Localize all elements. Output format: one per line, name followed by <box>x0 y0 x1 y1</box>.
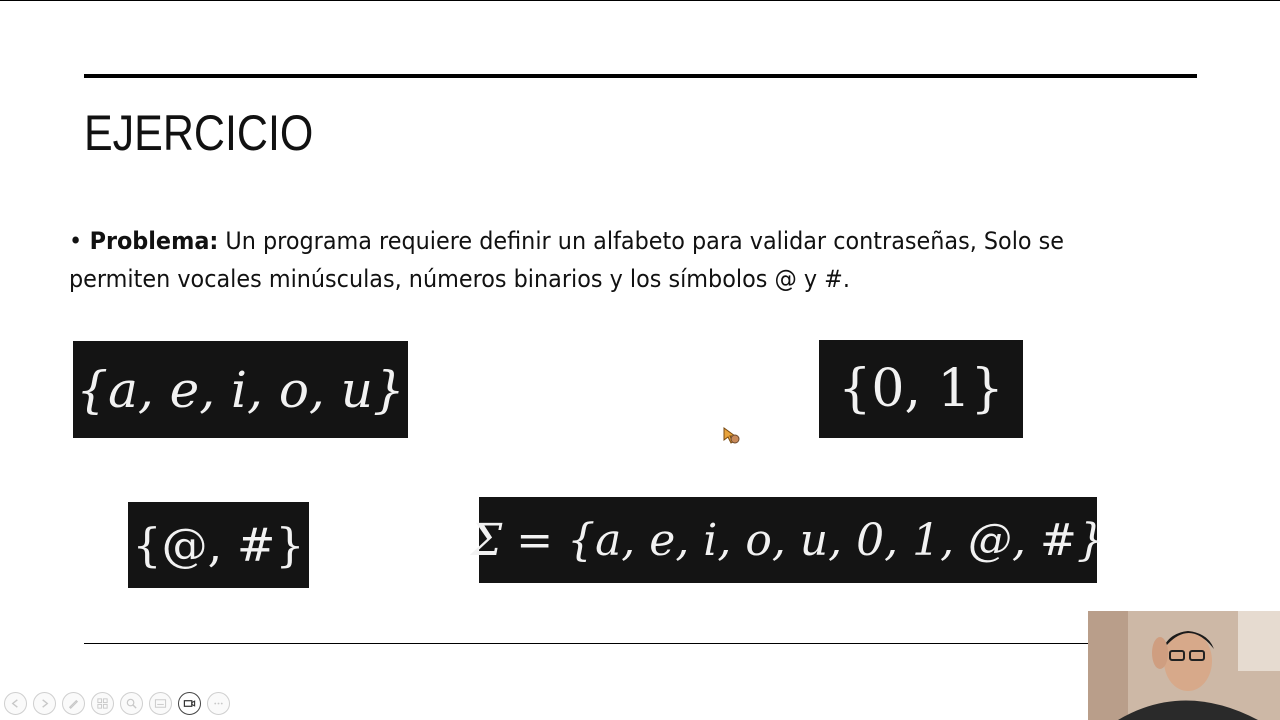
more-options-button[interactable] <box>207 692 230 715</box>
alphabet-set-image <box>471 497 1105 583</box>
bullet: • <box>69 227 83 255</box>
camera-icon <box>183 697 196 710</box>
pen-icon <box>67 697 80 710</box>
zoom-icon <box>125 697 138 710</box>
previous-icon <box>9 697 22 710</box>
symbols-set: {@, #} <box>132 518 305 572</box>
previous-button[interactable] <box>4 692 27 715</box>
symbols-set-image <box>128 502 309 588</box>
presenter-toolbar <box>4 692 230 715</box>
problem-text: Un programa requiere definir un alfabeto para validar contraseñas, Solo se permiten vocales minúsculas, números binarios y los símbolos @ y #. <box>69 227 1065 293</box>
subtitles-icon <box>154 697 167 710</box>
pen-button[interactable] <box>62 692 85 715</box>
next-icon <box>38 697 51 710</box>
binary-set-image <box>819 340 1023 438</box>
presenter-video <box>1088 611 1280 720</box>
subtitles-button[interactable] <box>149 692 172 715</box>
vowels-set-image <box>73 341 408 438</box>
more-icon <box>212 697 225 710</box>
problem-paragraph <box>69 222 1148 298</box>
problem-label: Problema: <box>89 227 219 255</box>
webcam-feed <box>1088 611 1280 720</box>
laser-pointer-icon <box>722 426 742 446</box>
binary-set: {0, 1} <box>838 359 1004 419</box>
next-button[interactable] <box>33 692 56 715</box>
slide-title: EJERCICIO <box>84 105 314 161</box>
zoom-button[interactable] <box>120 692 143 715</box>
see-all-slides-button[interactable] <box>91 692 114 715</box>
camera-button[interactable] <box>178 692 201 715</box>
alphabet-set: Σ = {a, e, i, o, u, 0, 1, @, #} <box>471 514 1105 566</box>
slides-icon <box>96 697 109 710</box>
vowels-set: {a, e, i, o, u} <box>76 360 405 419</box>
bottom-rule <box>84 643 1089 644</box>
top-rule <box>84 74 1197 78</box>
